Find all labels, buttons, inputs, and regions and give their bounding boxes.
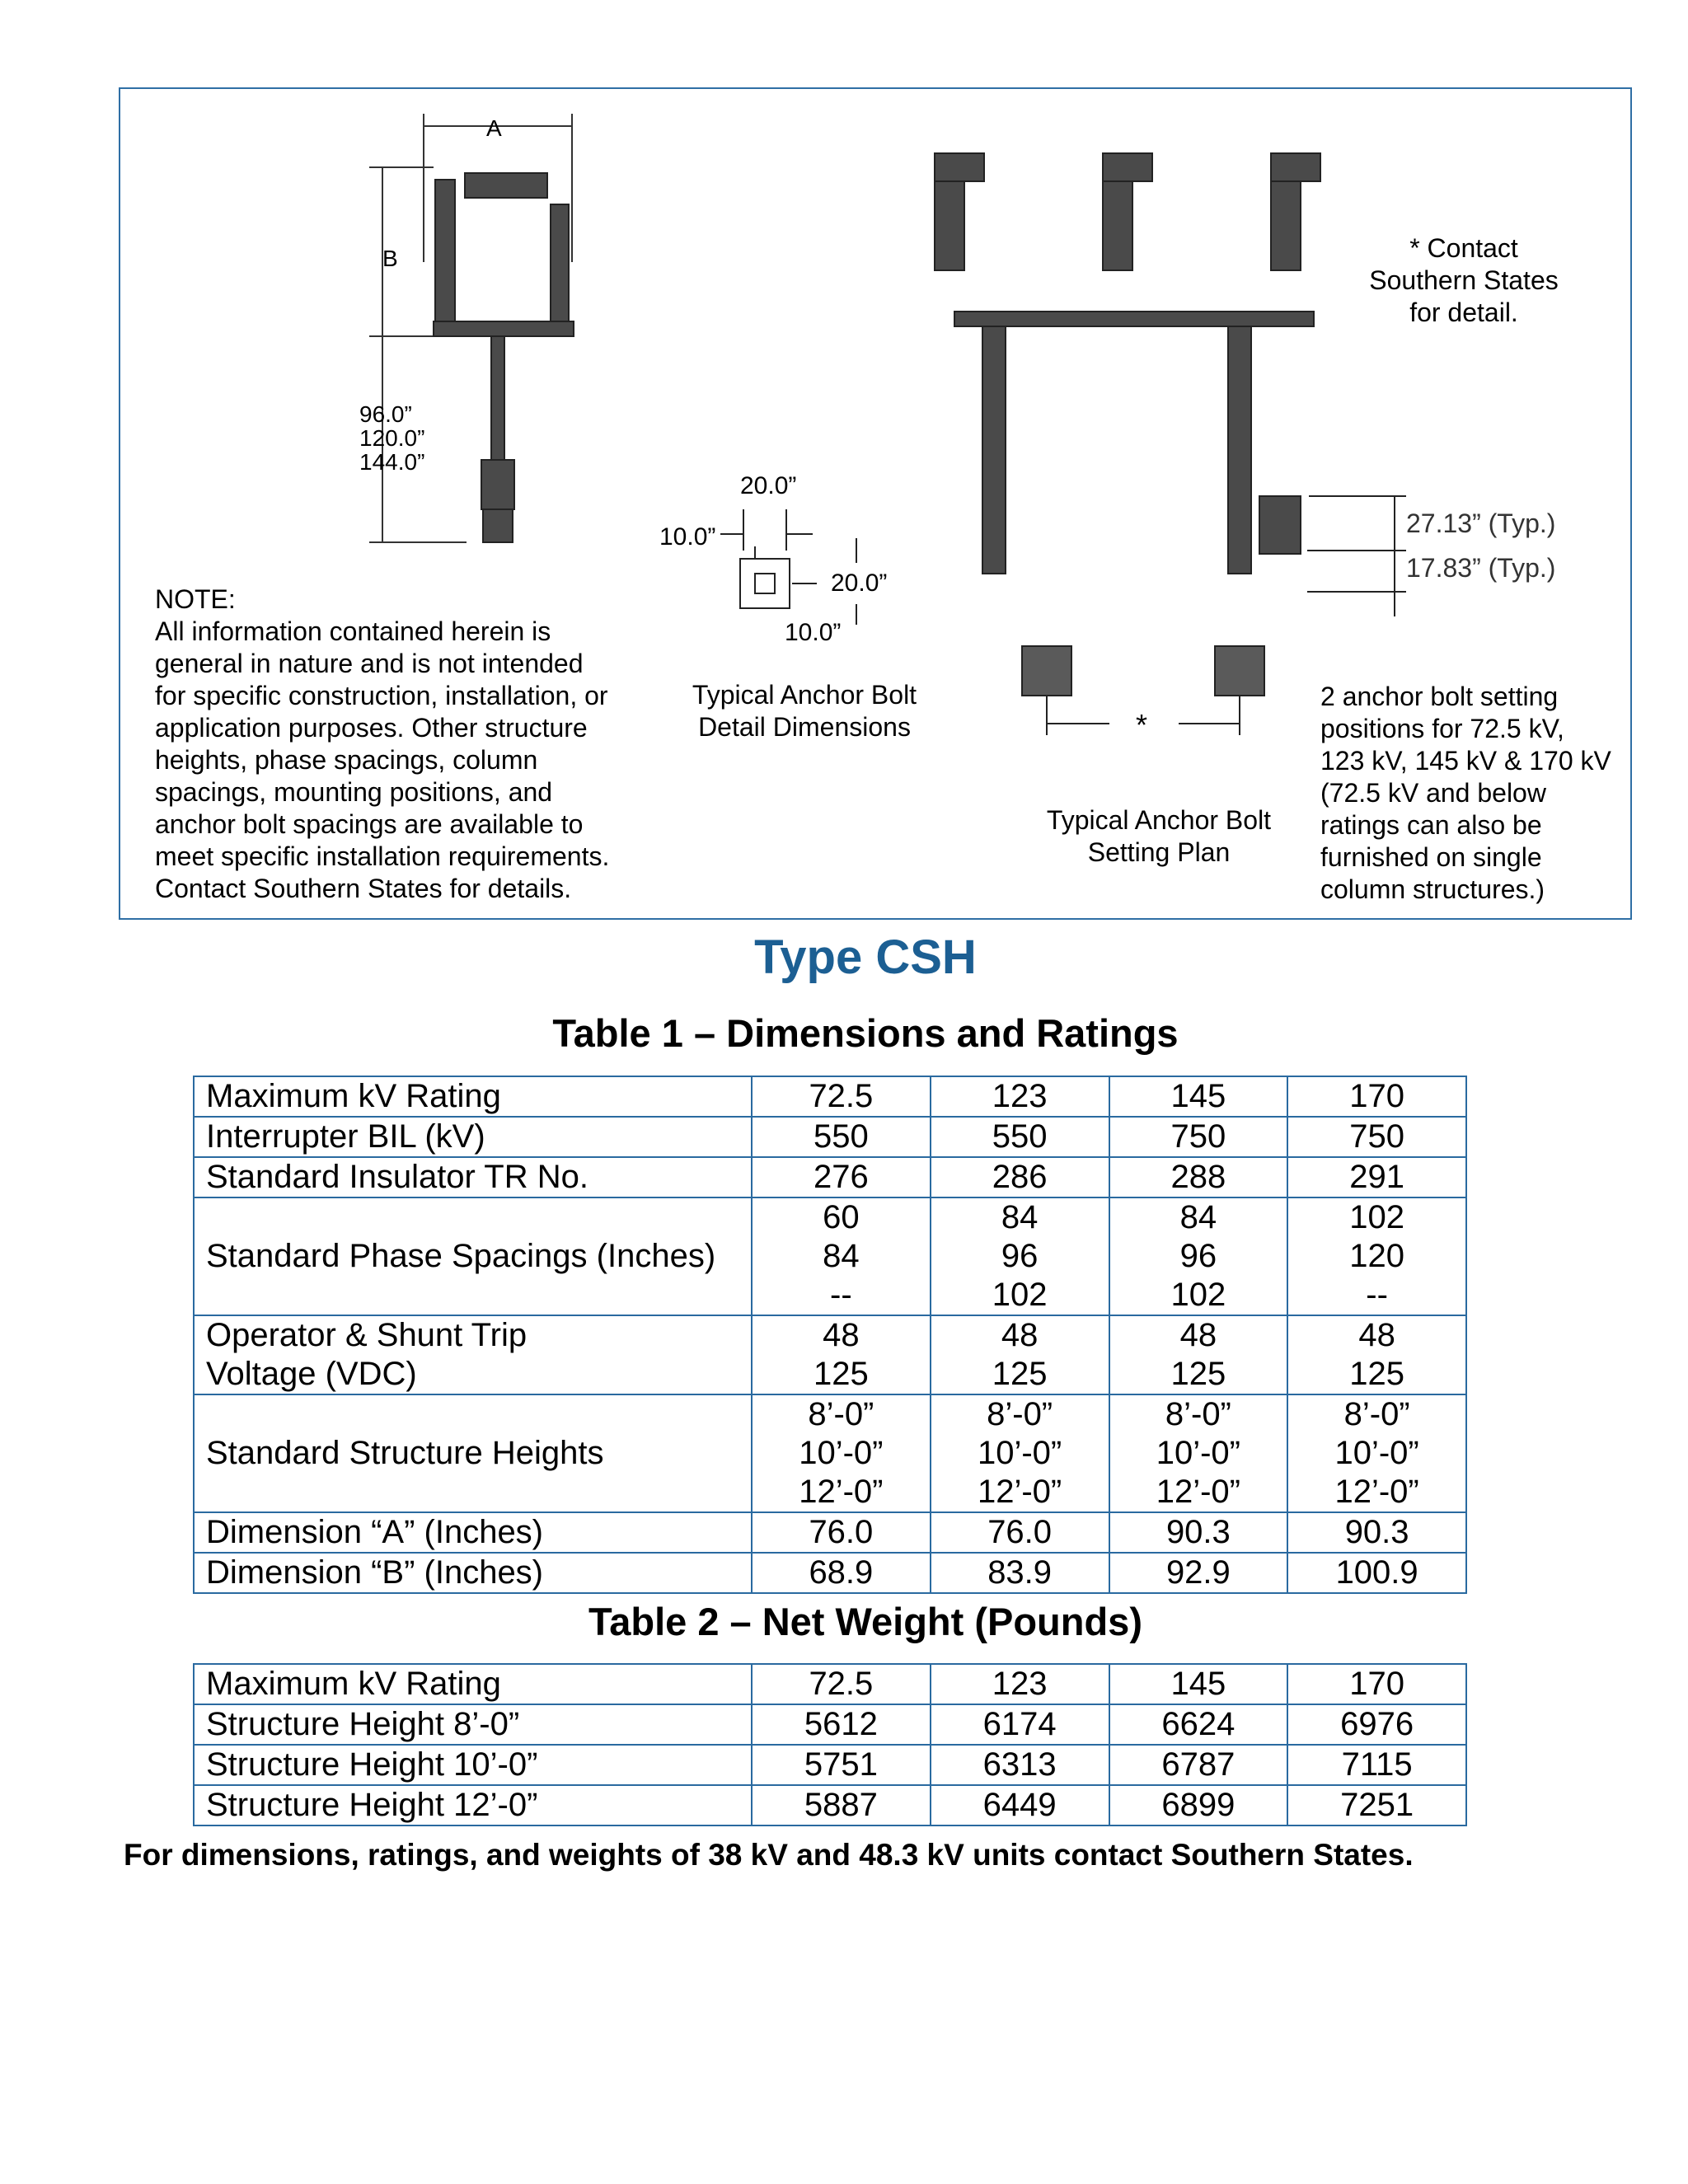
insulator-left xyxy=(435,180,455,328)
table-row xyxy=(194,1745,1466,1785)
cell-value: 123 xyxy=(992,1666,1048,1702)
table-row xyxy=(194,1512,1466,1553)
table-cell xyxy=(1109,1076,1288,1117)
table-cell xyxy=(1109,1664,1288,1704)
row-label-line: Structure Height 12’-0” xyxy=(206,1787,538,1823)
row-label-line: Maximum kV Rating xyxy=(206,1078,501,1114)
cell-value: 7251 xyxy=(1340,1787,1414,1823)
note-line: Contact Southern States for details. xyxy=(155,874,572,903)
table-cell xyxy=(1109,1704,1288,1745)
table-cell xyxy=(931,1512,1109,1553)
note-line: NOTE: xyxy=(155,584,236,614)
table-cell xyxy=(1287,1197,1466,1315)
note-line: spacings, mounting positions, and xyxy=(155,777,553,807)
positions-note-line: column structures.) xyxy=(1320,874,1545,904)
single-pole-structure xyxy=(434,173,574,542)
table-cell xyxy=(1287,1704,1466,1745)
table-cell xyxy=(931,1117,1109,1157)
cell-value: 8’-0” xyxy=(1165,1396,1231,1432)
cell-value: 100.9 xyxy=(1335,1554,1418,1591)
row-label-line: Structure Height 8’-0” xyxy=(206,1706,520,1742)
cell-value: 123 xyxy=(992,1078,1048,1114)
column-left xyxy=(982,326,1006,574)
row-label xyxy=(194,1704,752,1745)
three-phase-structure xyxy=(935,153,1320,574)
cell-value: 120 xyxy=(1349,1238,1404,1274)
cell-value: 102 xyxy=(1170,1277,1226,1313)
row-label-line: Voltage (VDC) xyxy=(206,1356,417,1392)
operator-cabinet xyxy=(1259,496,1301,554)
base-frame xyxy=(434,321,574,336)
table-cell xyxy=(931,1553,1109,1593)
cell-value: 125 xyxy=(992,1356,1048,1392)
cell-value: 96 xyxy=(1001,1238,1039,1274)
cell-value: 10’-0” xyxy=(977,1435,1062,1471)
cell-value: 750 xyxy=(1349,1118,1404,1155)
anchor-dim-right: 20.0” xyxy=(831,569,888,597)
caption-line: Setting Plan xyxy=(1087,837,1231,867)
positions-note-line: furnished on single xyxy=(1320,842,1542,872)
cell-value: 7115 xyxy=(1341,1746,1413,1783)
setting-plan-plate-right xyxy=(1215,646,1264,696)
footnote: For dimensions, ratings, and weights of 38 kV and 48.3 kV units contact Southern States. xyxy=(124,1838,1414,1872)
cell-value: -- xyxy=(830,1277,852,1313)
cell-value: 6624 xyxy=(1161,1706,1236,1742)
contact-note xyxy=(1340,232,1587,329)
anchor-plate xyxy=(740,559,790,608)
table-cell xyxy=(1287,1315,1466,1394)
row-label xyxy=(194,1512,752,1553)
row-label-line: Interrupter BIL (kV) xyxy=(206,1118,485,1155)
table-cell xyxy=(1287,1157,1466,1197)
positions-note-line: 123 kV, 145 kV & 170 kV xyxy=(1320,746,1611,776)
anchor-detail-caption xyxy=(681,679,928,743)
cell-value: 6174 xyxy=(982,1706,1057,1742)
cell-value: 12’-0” xyxy=(799,1474,884,1510)
height-label: 120.0” xyxy=(359,425,425,451)
table-row xyxy=(194,1553,1466,1593)
height-label: 96.0” xyxy=(359,401,412,427)
dim-label-b: B xyxy=(382,246,398,271)
note-line: heights, phase spacings, column xyxy=(155,745,538,775)
table-cell xyxy=(931,1745,1109,1785)
setting-plan-caption xyxy=(994,804,1324,869)
anchor-hole xyxy=(755,574,775,593)
cell-value: 8’-0” xyxy=(808,1396,874,1432)
cell-value: 83.9 xyxy=(987,1554,1053,1591)
setting-plan-plate-left xyxy=(1022,646,1071,696)
typ-dim-upper: 27.13” (Typ.) xyxy=(1406,509,1556,538)
table-cell xyxy=(931,1315,1109,1394)
table-cell xyxy=(931,1197,1109,1315)
cell-value: 8’-0” xyxy=(1343,1396,1410,1432)
positions-note-line: positions for 72.5 kV, xyxy=(1320,714,1564,743)
row-label xyxy=(194,1076,752,1117)
table-cell xyxy=(1287,1394,1466,1512)
table-row xyxy=(194,1315,1466,1394)
cell-value: 84 xyxy=(1179,1199,1217,1235)
cell-value: 48 xyxy=(1001,1317,1039,1353)
table-cell xyxy=(752,1745,931,1785)
row-label xyxy=(194,1664,752,1704)
phase-2-head xyxy=(1103,153,1152,181)
cell-value: 72.5 xyxy=(809,1078,874,1114)
table-cell xyxy=(1109,1512,1288,1553)
cell-value: 96 xyxy=(1179,1238,1217,1274)
cell-value: 125 xyxy=(1349,1356,1404,1392)
cell-value: 125 xyxy=(814,1356,869,1392)
cell-value: 145 xyxy=(1170,1078,1226,1114)
row-label xyxy=(194,1553,752,1593)
table-cell xyxy=(931,1394,1109,1512)
table-cell xyxy=(1287,1117,1466,1157)
row-label-line: Standard Structure Heights xyxy=(206,1435,604,1471)
cell-value: 10’-0” xyxy=(1334,1435,1419,1471)
phase-1-head xyxy=(935,153,984,181)
anchor-dim-bottom: 10.0” xyxy=(785,619,842,646)
table-cell xyxy=(1109,1394,1288,1512)
cell-value: 6899 xyxy=(1161,1787,1236,1823)
cell-value: 288 xyxy=(1170,1159,1226,1195)
table-cell xyxy=(752,1076,931,1117)
positions-note-line: (72.5 kV and below xyxy=(1320,778,1546,808)
table-cell xyxy=(752,1117,931,1157)
row-label xyxy=(194,1785,752,1825)
table-cell xyxy=(931,1157,1109,1197)
cell-value: 550 xyxy=(992,1118,1048,1155)
cell-value: 84 xyxy=(823,1238,860,1274)
cell-value: 48 xyxy=(823,1317,860,1353)
row-label xyxy=(194,1394,752,1512)
table-cell xyxy=(1109,1157,1288,1197)
cell-value: 48 xyxy=(1179,1317,1217,1353)
cell-value: 170 xyxy=(1349,1666,1404,1702)
cell-value: 90.3 xyxy=(1344,1514,1409,1550)
table-cell xyxy=(1287,1785,1466,1825)
cell-value: 125 xyxy=(1170,1356,1226,1392)
table-cell xyxy=(752,1785,931,1825)
row-label xyxy=(194,1117,752,1157)
cell-value: 145 xyxy=(1170,1666,1226,1702)
cell-value: 76.0 xyxy=(809,1514,874,1550)
operator-box xyxy=(481,460,514,509)
cell-value: 6313 xyxy=(982,1746,1057,1783)
table-cell xyxy=(752,1157,931,1197)
cell-value: 286 xyxy=(992,1159,1048,1195)
row-label-line: Operator & Shunt Trip xyxy=(206,1317,528,1353)
note-line: All information contained herein is xyxy=(155,616,551,646)
cell-value: 12’-0” xyxy=(977,1474,1062,1510)
table-cell xyxy=(931,1076,1109,1117)
cell-value: 76.0 xyxy=(987,1514,1053,1550)
note-line: for specific construction, installation, or xyxy=(155,681,608,710)
cell-value: 90.3 xyxy=(1165,1514,1231,1550)
row-label xyxy=(194,1157,752,1197)
cell-value: 276 xyxy=(814,1159,869,1195)
table-cell xyxy=(752,1512,931,1553)
table-cell xyxy=(931,1785,1109,1825)
table-row xyxy=(194,1785,1466,1825)
anchor-dim-left: 10.0” xyxy=(659,523,716,551)
anchor-positions-note xyxy=(1320,681,1611,906)
interrupter-head xyxy=(465,173,547,198)
row-label-line: Maximum kV Rating xyxy=(206,1666,501,1702)
table-row xyxy=(194,1117,1466,1157)
cell-value: 6787 xyxy=(1161,1746,1236,1783)
row-label-line: Dimension “B” (Inches) xyxy=(206,1554,544,1591)
cell-value: 10’-0” xyxy=(1156,1435,1240,1471)
table-cell xyxy=(1109,1553,1288,1593)
crossarm xyxy=(954,312,1314,326)
anchor-dim-top: 20.0” xyxy=(740,472,797,499)
table-row xyxy=(194,1197,1466,1315)
positions-note-line: ratings can also be xyxy=(1320,810,1542,840)
contact-note-line: Southern States xyxy=(1369,265,1559,295)
positions-note-line: 2 anchor bolt setting xyxy=(1320,682,1559,711)
row-label xyxy=(194,1315,752,1394)
table2-title: Table 2 – Net Weight (Pounds) xyxy=(588,1600,1142,1643)
note-line: general in nature and is not intended xyxy=(155,649,584,678)
document-title: Type CSH xyxy=(754,930,977,984)
note-line: meet specific installation requirements. xyxy=(155,841,610,871)
row-label-line: Dimension “A” (Inches) xyxy=(206,1514,544,1550)
table-row xyxy=(194,1076,1466,1117)
cell-value: 48 xyxy=(1358,1317,1395,1353)
cell-value: -- xyxy=(1366,1277,1388,1313)
cell-value: 750 xyxy=(1170,1118,1226,1155)
insulator-right xyxy=(551,204,569,328)
table-cell xyxy=(752,1664,931,1704)
cell-value: 102 xyxy=(992,1277,1048,1313)
typ-dim-lower: 17.83” (Typ.) xyxy=(1406,553,1556,583)
dim-label-a: A xyxy=(486,115,502,141)
cell-value: 6449 xyxy=(982,1787,1057,1823)
row-label-line: Standard Phase Spacings (Inches) xyxy=(206,1238,716,1274)
row-label-line: Standard Insulator TR No. xyxy=(206,1159,588,1195)
table-row xyxy=(194,1664,1466,1704)
table-cell xyxy=(1287,1553,1466,1593)
cell-value: 8’-0” xyxy=(987,1396,1053,1432)
row-label xyxy=(194,1197,752,1315)
caption-line: Detail Dimensions xyxy=(698,712,911,742)
cell-value: 5887 xyxy=(804,1787,878,1823)
phase-3-head xyxy=(1271,153,1320,181)
cell-value: 12’-0” xyxy=(1156,1474,1240,1510)
table-cell xyxy=(752,1315,931,1394)
table-cell xyxy=(752,1394,931,1512)
contact-note-line: for detail. xyxy=(1409,298,1518,327)
table-cell xyxy=(1109,1785,1288,1825)
cell-value: 170 xyxy=(1349,1078,1404,1114)
table-row xyxy=(194,1394,1466,1512)
cell-value: 10’-0” xyxy=(799,1435,884,1471)
cell-value: 5612 xyxy=(804,1706,878,1742)
table-cell xyxy=(752,1704,931,1745)
table-cell xyxy=(931,1704,1109,1745)
cell-value: 12’-0” xyxy=(1334,1474,1419,1510)
net-weight-table xyxy=(193,1663,1467,1826)
caption-line: Typical Anchor Bolt xyxy=(1046,805,1272,835)
row-label-line: Structure Height 10’-0” xyxy=(206,1746,538,1783)
general-note xyxy=(155,583,609,905)
cell-value: 6976 xyxy=(1340,1706,1414,1742)
table-row xyxy=(194,1704,1466,1745)
setting-plan xyxy=(1022,646,1264,696)
table1-title: Table 1 – Dimensions and Ratings xyxy=(552,1011,1179,1055)
cell-value: 68.9 xyxy=(809,1554,874,1591)
figure-panel xyxy=(119,87,1632,920)
pole-foot xyxy=(483,509,513,542)
cell-value: 60 xyxy=(823,1199,860,1235)
note-line: application purposes. Other structure xyxy=(155,713,588,743)
table-cell xyxy=(752,1197,931,1315)
table-cell xyxy=(931,1664,1109,1704)
height-labels xyxy=(359,402,424,474)
cell-value: 102 xyxy=(1349,1199,1404,1235)
cell-value: 550 xyxy=(814,1118,869,1155)
asterisk-marker: * xyxy=(1136,708,1148,742)
note-line: anchor bolt spacings are available to xyxy=(155,809,584,839)
table-cell xyxy=(752,1553,931,1593)
table-cell xyxy=(1109,1315,1288,1394)
cell-value: 84 xyxy=(1001,1199,1039,1235)
contact-note-line: * Contact xyxy=(1409,233,1518,263)
row-label xyxy=(194,1745,752,1785)
table-cell xyxy=(1287,1745,1466,1785)
table-cell xyxy=(1287,1076,1466,1117)
cell-value: 72.5 xyxy=(809,1666,874,1702)
table-row xyxy=(194,1157,1466,1197)
column-right xyxy=(1228,326,1251,574)
cell-value: 92.9 xyxy=(1165,1554,1231,1591)
cell-value: 5751 xyxy=(804,1746,878,1783)
table-cell xyxy=(1287,1512,1466,1553)
table-cell xyxy=(1109,1745,1288,1785)
table-cell xyxy=(1287,1664,1466,1704)
table-cell xyxy=(1109,1197,1288,1315)
cell-value: 291 xyxy=(1349,1159,1404,1195)
height-label: 144.0” xyxy=(359,449,425,475)
dimensions-ratings-table xyxy=(193,1076,1467,1594)
caption-line: Typical Anchor Bolt xyxy=(692,680,917,710)
table-cell xyxy=(1109,1117,1288,1157)
